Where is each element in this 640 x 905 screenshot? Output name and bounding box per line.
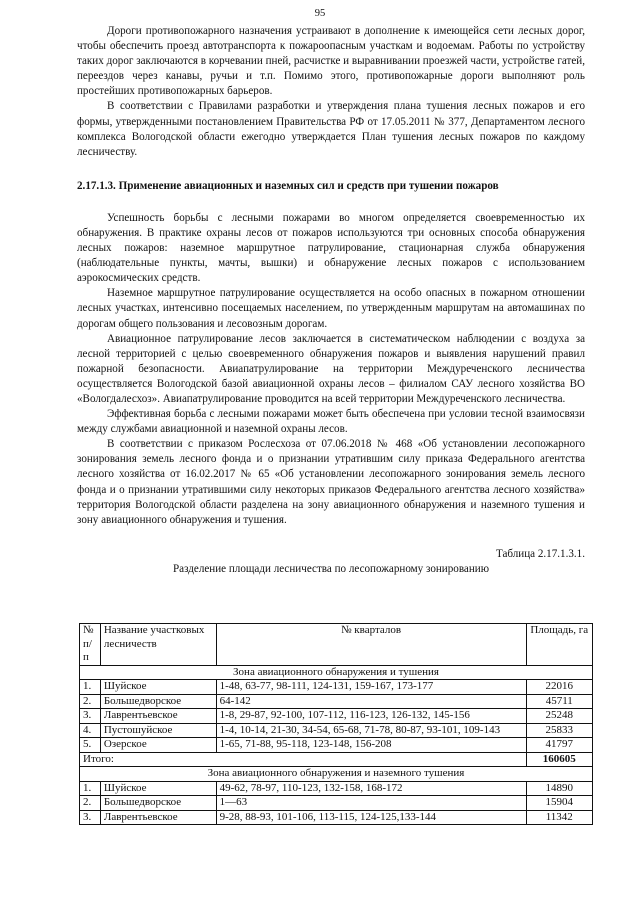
row-quarters: 49-62, 78-97, 110-123, 132-158, 168-172	[216, 781, 526, 796]
row-num: 3.	[80, 709, 101, 724]
zoning-table	[79, 623, 593, 825]
row-num: 1.	[80, 781, 101, 796]
row-quarters: 9-28, 88-93, 101-106, 113-115, 124-125,133-144	[216, 810, 526, 825]
row-num: 3.	[80, 810, 101, 825]
row-name: Большедворское	[100, 694, 216, 709]
zone-title: Зона авиационного обнаружения и наземного тушения	[80, 767, 593, 782]
table-caption-number: Таблица 2.17.1.3.1.	[495, 547, 585, 560]
row-area: 45711	[526, 694, 592, 709]
paragraph: В соответствии с приказом Рослесхоза от 07.06.2018 № 468 «Об установлении лесопожарного зонирования земель лесного фонда и о признании утратившим силу приказа Федерального агентства лесного хозяйства от 16.02.2017 № 65 «Об установлении лесопожарного зонирования земель лесного фонда и о признании утратившими силу некоторых приказов Федерального агентства лесного хозяйства» территория Вологодской области разделена на зону авиационного обнаружения и наземного тушения и зону авиационного обнаружения и тушения.	[77, 438, 585, 526]
row-quarters: 1-48, 63-77, 98-111, 124-131, 159-167, 173-177	[216, 680, 526, 695]
row-num: 1.	[80, 680, 101, 695]
table-row	[80, 694, 593, 709]
row-name: Озерское	[100, 738, 216, 753]
row-quarters: 1-65, 71-88, 95-118, 123-148, 156-208	[216, 738, 526, 753]
table-row	[80, 680, 593, 695]
row-area: 14890	[526, 781, 592, 796]
row-num: 4.	[80, 723, 101, 738]
total-row	[80, 752, 593, 767]
row-quarters: 1—63	[216, 796, 526, 811]
table-row	[80, 709, 593, 724]
row-name: Шуйское	[100, 680, 216, 695]
page-number: 95	[314, 8, 326, 19]
paragraph: Успешность борьбы с лесными пожарами во многом определяется своевременностью их обнаружения. В практике охраны лесов от пожаров используются три основных способа обнаружения лесных пожаров: наземное маршрутное патрулирование, стационарная служба обнаружения (наблюдательные пункты, мачты, вышки) и обнаружение лесных пожаров с использованием аэрокосмических средств.	[77, 211, 585, 285]
header-quarters: № кварталов	[216, 624, 526, 666]
row-area: 11342	[526, 810, 592, 825]
zone-title: Зона авиационного обнаружения и тушения	[80, 665, 593, 680]
row-area: 15904	[526, 796, 592, 811]
row-num: 5.	[80, 738, 101, 753]
row-area: 22016	[526, 680, 592, 695]
paragraph: Дороги противопожарного назначения устраивают в дополнение к имеющейся сети лесных дорог, чтобы обеспечить проезд автотранспорта к пожароопасным участкам и водоемам. Работы по устройству таких дорог заключаются в корчевании пней, расчистке и выравнивании проезжей части, устройстве гатей, переездов через канавы, ручьи и т.п. Помимо этого, противопожарные дороги выполняют роль простейших противопожарных барьеров.	[77, 25, 585, 98]
row-quarters: 64-142	[216, 694, 526, 709]
row-name: Лаврентьевское	[100, 810, 216, 825]
zone-title-row	[80, 665, 593, 680]
table-header-row	[80, 624, 593, 666]
row-num: 2.	[80, 694, 101, 709]
header-area: Площадь, га	[526, 624, 592, 666]
document-body	[77, 24, 585, 589]
table-row	[80, 781, 593, 796]
header-num: № п/п	[80, 624, 101, 666]
row-name: Лаврентьевское	[100, 709, 216, 724]
row-quarters: 1-4, 10-14, 21-30, 34-54, 65-68, 71-78, 80-87, 93-101, 109-143	[216, 723, 526, 738]
zone-title-row	[80, 767, 593, 782]
row-name: Большедворское	[100, 796, 216, 811]
table-row	[80, 723, 593, 738]
paragraph: Авиационное патрулирование лесов заключается в систематическом наблюдении с воздуха за лесной территорией с целью своевременного обнаружения пожаров и выявления нарушений правил пожарной безопасности. Авиапатрулирование на территории Междуреченского лесничества осуществляется Вологодской базой авиационной охраны лесов – филиалом САУ лесного хозяйства ВО «Вологдалесхоз». Авиапатрулирование проводится на всей территории Междуреченского лесничества.	[77, 332, 585, 405]
table-row	[80, 796, 593, 811]
total-label: Итого:	[80, 752, 527, 767]
section-heading: 2.17.1.3. Применение авиационных и наземных сил и средств при тушении пожаров	[77, 179, 499, 192]
row-name: Пустошуйское	[100, 723, 216, 738]
paragraph: Наземное маршрутное патрулирование осуществляется на особо опасных в пожарном отношении лесных участках, интенсивно посещаемых населением, по утвержденным маршрутам на автомашинах по дорогам общего пользования и лесовозным дорогам.	[77, 287, 585, 330]
paragraph: В соответствии с Правилами разработки и утверждения плана тушения лесных пожаров и его формы, утвержденными постановлением Правительства РФ от 17.05.2011 № 377, Департаментом лесного комплекса Вологодской области ежегодно утверждается План тушения лесных пожаров по каждому лесничеству.	[77, 100, 585, 158]
row-area: 41797	[526, 738, 592, 753]
header-name: Название участковых лесничеств	[100, 624, 216, 666]
total-value: 160605	[526, 752, 592, 767]
table-caption-title: Разделение площади лесничества по лесопожарному зонированию	[172, 562, 490, 575]
row-name: Шуйское	[100, 781, 216, 796]
row-num: 2.	[80, 796, 101, 811]
row-area: 25248	[526, 709, 592, 724]
row-area: 25833	[526, 723, 592, 738]
table-row	[80, 810, 593, 825]
row-quarters: 1-8, 29-87, 92-100, 107-112, 116-123, 126-132, 145-156	[216, 709, 526, 724]
table-row	[80, 738, 593, 753]
paragraph: Эффективная борьба с лесными пожарами может быть обеспечена при условии тесной взаимосвязи между службами авиационной и наземной охраны лесов.	[77, 408, 585, 436]
